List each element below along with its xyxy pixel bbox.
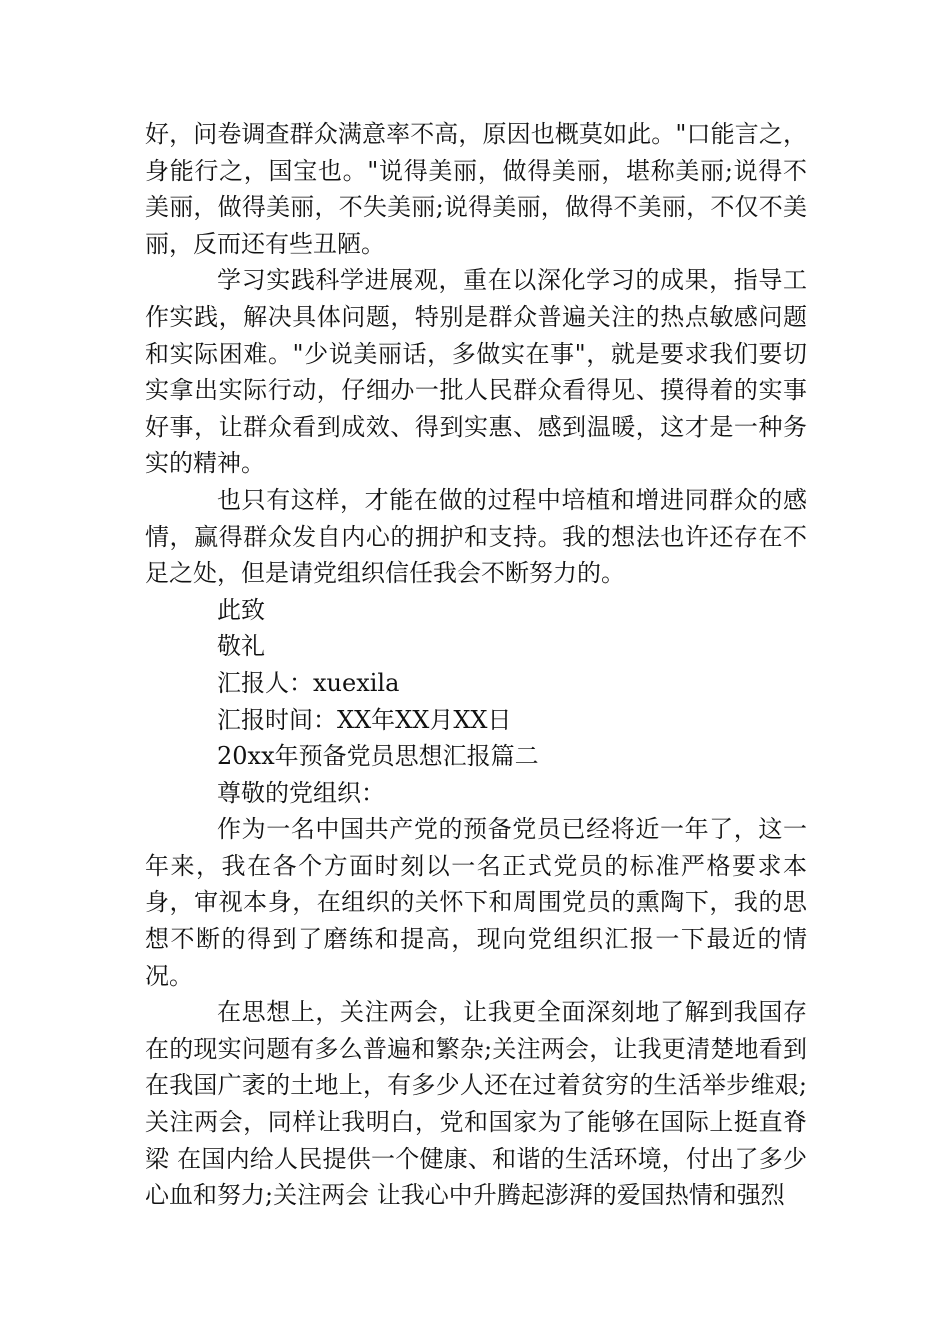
section-title: 20xx年预备党员思想汇报篇二 xyxy=(217,742,539,771)
salutation-cizhi: 此致 xyxy=(217,595,265,624)
report-date-line: 汇报时间：XX年XX月XX日 xyxy=(217,705,512,734)
paragraph-continuation: 好，问卷调查群众满意率不高，原因也概莫如此。"口能言之，身能行之，国宝也。"说得美丽，做得美丽，堪称美丽;说得不美丽，做得美丽，不失美丽;说得美丽，做得不美丽，不仅不美丽，反而还有些丑陋。 xyxy=(145,120,807,258)
paragraph-two-sessions: 在思想上，关注两会，让我更全面深刻地了解到我国存在的现实问题有多么普遍和繁杂;关注两会，让我更清楚地看到在我国广袤的土地上，有多少人还在过着贫穷的生活举步维艰;关注两会，同样让我明白，党和国家为了能够在国际上挺直脊梁 在国内给人民提供一个健康、和谐的生活环境，付出了多少心血和努力;关注两会 让我心中升腾起澎湃的爱国热情和强烈 xyxy=(145,998,807,1210)
paragraph-closing-thoughts: 也只有这样，才能在做的过程中培植和增进同群众的感情，赢得群众发自内心的拥护和支持。我的想法也许还存在不足之处，但是请党组织信任我会不断努力的。 xyxy=(145,485,807,588)
greeting-line: 尊敬的党组织： xyxy=(217,778,385,807)
paragraph-study-practice: 学习实践科学进展观，重在以深化学习的成果，指导工作实践，解决具体问题，特别是群众普遍关注的热点敏感问题和实际困难。"少说美丽话，多做实在事"，就是要求我们要切实拿出实际行动，仔细办一批人民群众看得见、摸得着的实事好事，让群众看到成效、得到实惠、感到温暖，这才是一种务实的精神。 xyxy=(145,266,807,478)
reporter-line: 汇报人：xuexila xyxy=(217,668,400,697)
paragraph-intro: 作为一名中国共产党的预备党员已经将近一年了，这一年来，我在各个方面时刻以一名正式党员的标准严格要求本身，审视本身，在组织的关怀下和周围党员的熏陶下，我的思想不断的得到了磨练和提高，现向党组织汇报一下最近的情况。 xyxy=(145,815,807,990)
document-body xyxy=(145,116,807,1214)
salutation-jingli: 敬礼 xyxy=(217,632,265,661)
